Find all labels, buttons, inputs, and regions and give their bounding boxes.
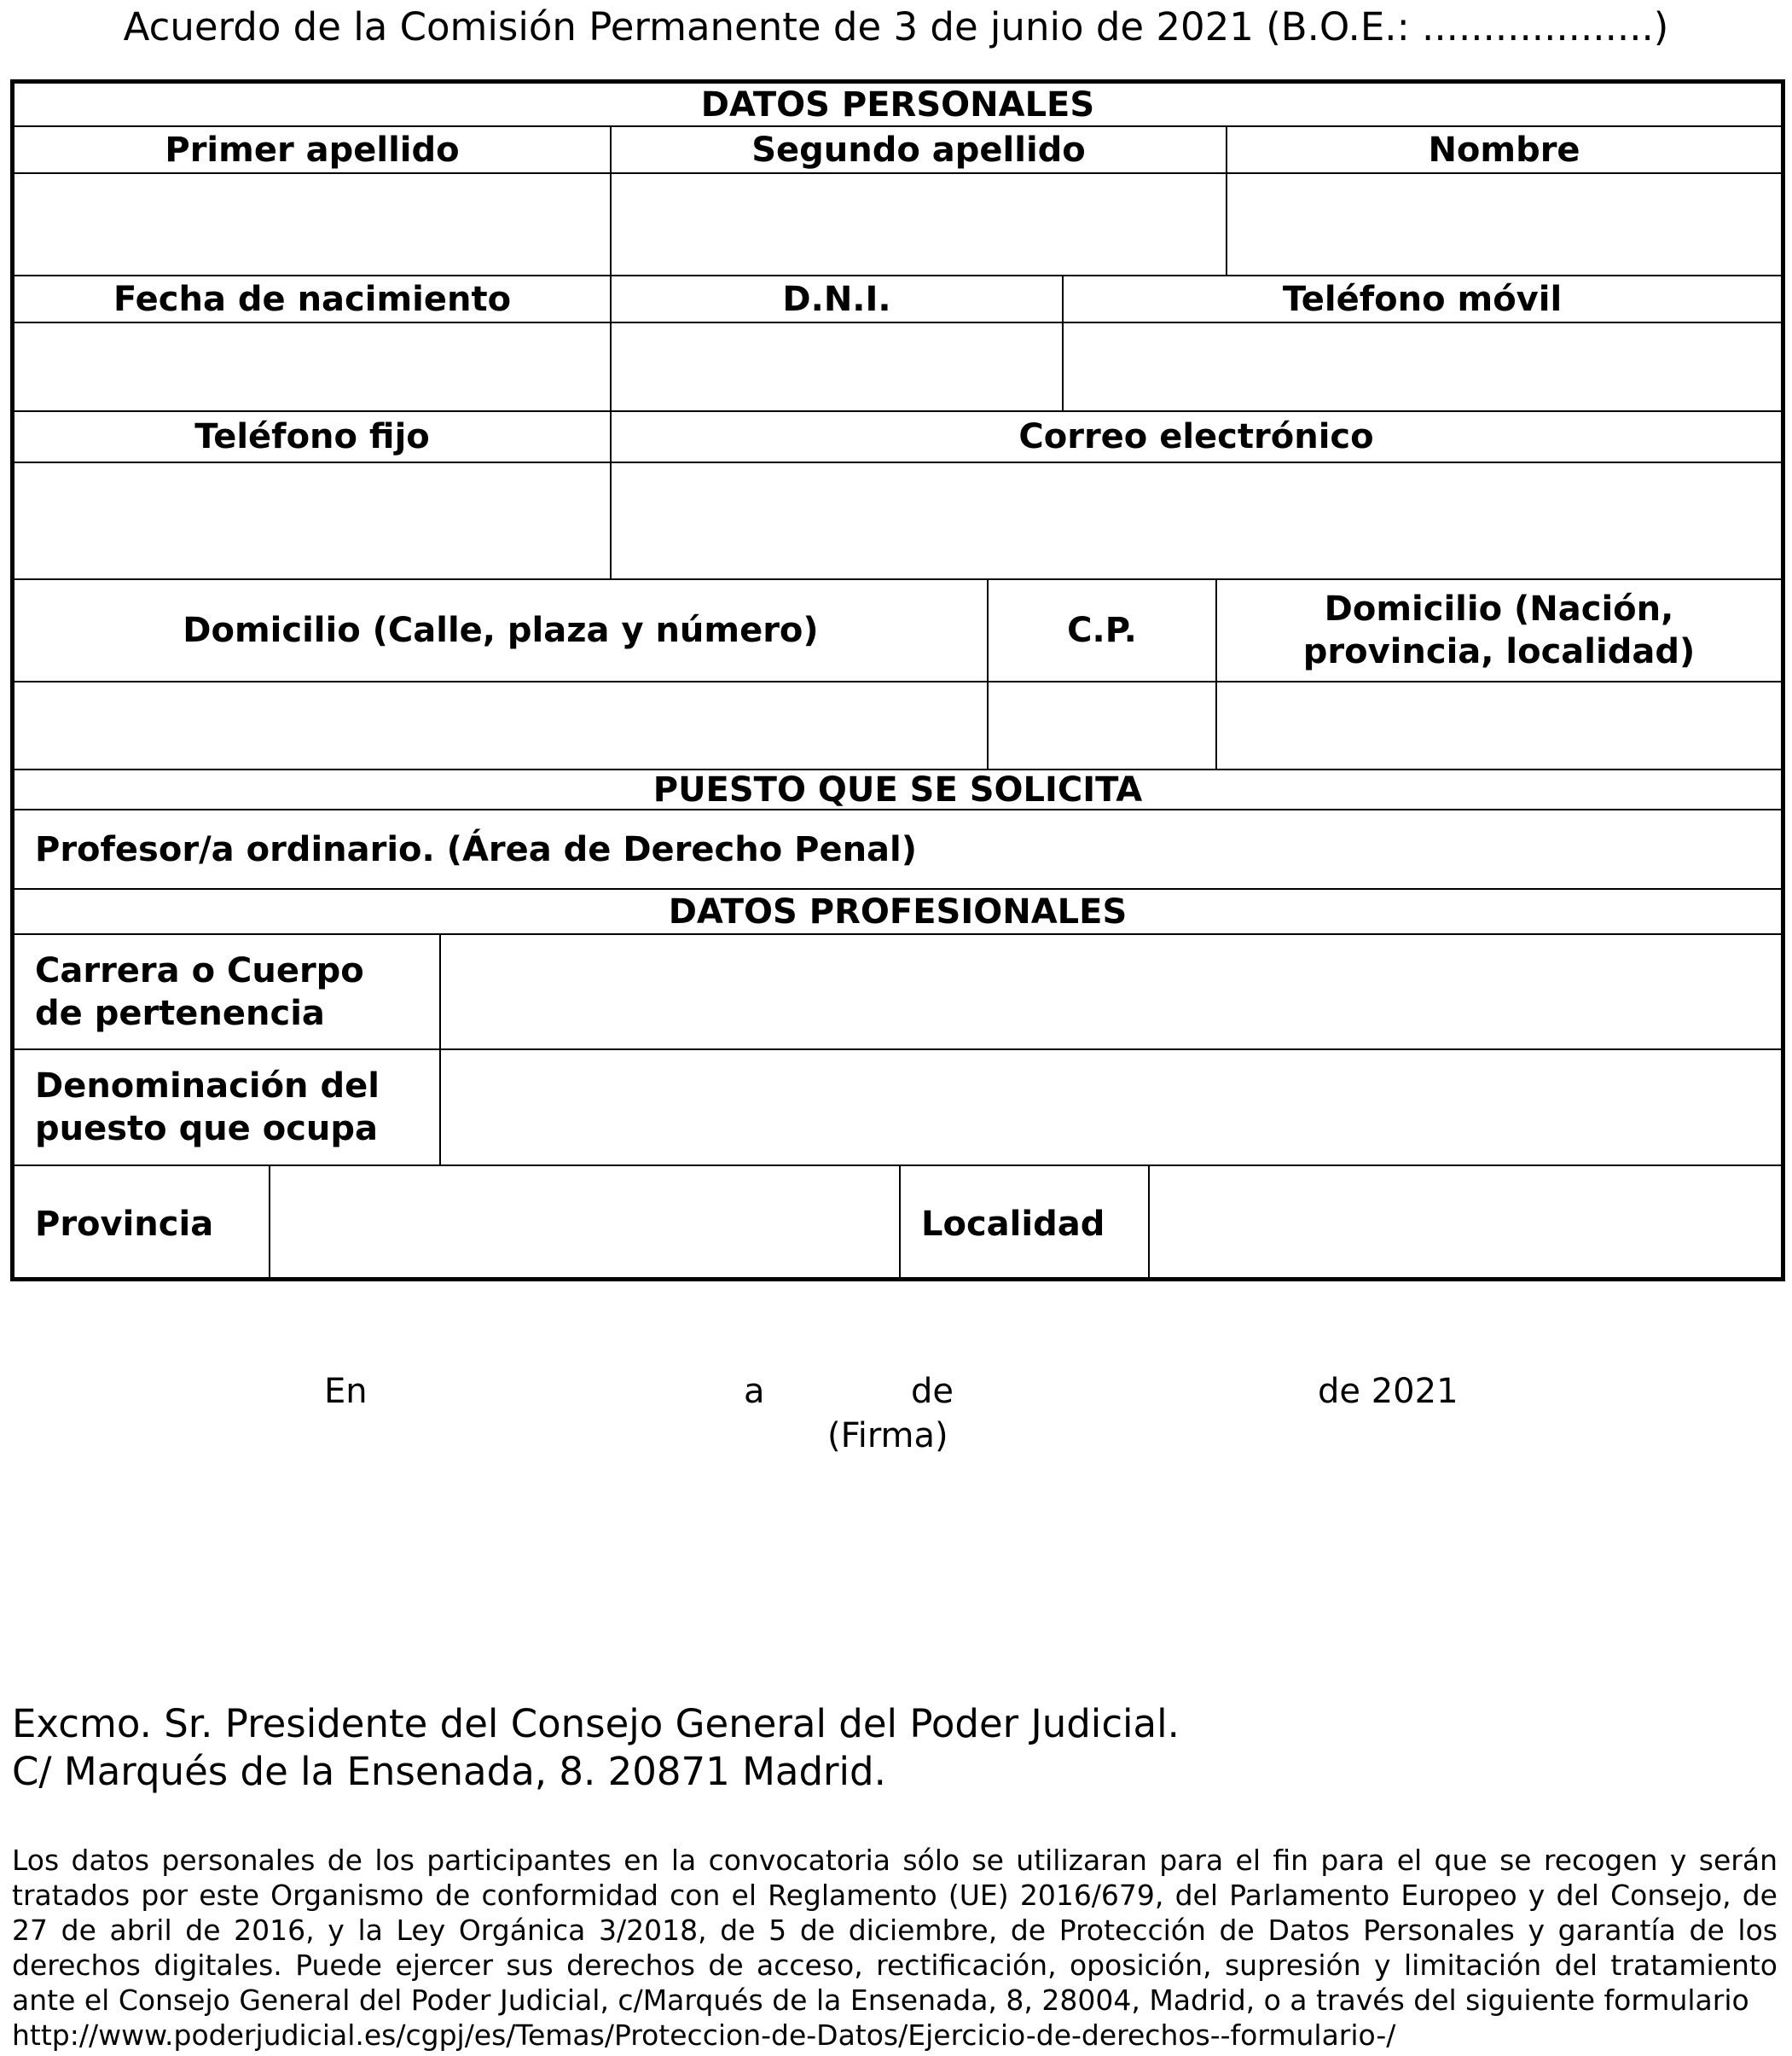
application-form [10, 79, 1785, 1281]
label-domicilio-calle: Domicilio (Calle, plaza y número) [183, 611, 819, 650]
privacy-notice: Los datos personales de los participantes en la convocatoria sólo se utilizaran para el fin para el que se recogen y serán tratados por este Organismo de conformidad con el Reglamento (UE) 2016/679, del Parlamento Europeo y del Consejo, de 27 de abril de 2016, y la Ley Orgánica 3/2018, de 5 de diciembre, de Protección de Datos Personales y garantía de los derechos digitales. Puede ejercer sus derechos de acceso, rectificación, oposición, supresión y limitación del tratamiento ante el Consejo General del Poder Judicial, c/Marqués de la Ensenada, 8, 28004, Madrid, o a través del siguiente formulario [12, 1844, 1778, 2017]
date-en: En [324, 1372, 368, 1411]
label-telefono-movil: Teléfono móvil [1282, 279, 1563, 319]
firma-label: (Firma) [827, 1416, 948, 1455]
label-domicilio-nacion [1217, 580, 1781, 681]
label-domicilio-nacion-line1: Domicilio (Nación, [1324, 590, 1674, 629]
label-cp: C.P. [1067, 611, 1137, 650]
label-carrera-line2: de pertenencia [35, 993, 325, 1033]
label-denominacion-puesto [14, 1050, 439, 1164]
label-localidad: Localidad [921, 1204, 1105, 1244]
telefono-movil-field[interactable] [1064, 323, 1781, 410]
addressee-line2: C/ Marqués de la Ensenada, 8. 20871 Madrid. [12, 1749, 886, 1794]
date-a: a [744, 1372, 765, 1411]
puesto-value: Profesor/a ordinario. (Área de Derecho Penal) [35, 829, 918, 869]
label-provincia: Provincia [35, 1204, 214, 1244]
nombre-field[interactable] [1227, 174, 1781, 275]
section-puesto-solicita: PUESTO QUE SE SOLICITA [652, 770, 1143, 810]
carrera-cuerpo-field[interactable] [441, 935, 1781, 1048]
domicilio-calle-field[interactable] [14, 682, 987, 769]
label-dni: D.N.I. [782, 279, 891, 319]
denominacion-puesto-field[interactable] [441, 1050, 1781, 1164]
localidad-field[interactable] [1150, 1166, 1781, 1281]
date-year: de 2021 [1318, 1372, 1459, 1411]
label-denominacion-line1: Denominación del [35, 1066, 380, 1106]
label-nombre: Nombre [1428, 130, 1580, 170]
date-de: de [911, 1372, 954, 1411]
label-carrera-cuerpo [14, 935, 439, 1048]
domicilio-nacion-field[interactable] [1217, 682, 1781, 769]
label-carrera-line1: Carrera o Cuerpo [35, 950, 364, 990]
telefono-fijo-field[interactable] [14, 463, 610, 578]
label-telefono-fijo: Teléfono fijo [194, 417, 430, 456]
cp-field[interactable] [989, 682, 1215, 769]
label-primer-apellido: Primer apellido [165, 130, 460, 170]
fecha-nacimiento-field[interactable] [14, 323, 610, 410]
dni-field[interactable] [612, 323, 1062, 410]
label-segundo-apellido: Segundo apellido [751, 130, 1086, 170]
correo-electronico-field[interactable] [612, 463, 1781, 578]
primer-apellido-field[interactable] [14, 174, 610, 275]
label-correo-electronico: Correo electrónico [1018, 417, 1374, 456]
segundo-apellido-field[interactable] [612, 174, 1226, 275]
label-fecha-nacimiento: Fecha de nacimiento [113, 279, 512, 319]
section-datos-personales: DATOS PERSONALES [700, 84, 1095, 125]
document-header: Acuerdo de la Comisión Permanente de 3 de junio de 2021 (B.O.E.: ...................) [123, 4, 1669, 49]
section-datos-profesionales: DATOS PROFESIONALES [668, 892, 1128, 932]
privacy-form-link[interactable]: http://www.poderjudicial.es/cgpj/es/Temas/Proteccion-de-Datos/Ejercicio-de-derechos--formulario-/ [12, 2018, 1396, 2052]
label-domicilio-nacion-line2: provincia, localidad) [1302, 632, 1696, 671]
provincia-field[interactable] [270, 1166, 899, 1281]
label-denominacion-line2: puesto que ocupa [35, 1109, 379, 1148]
addressee-line1: Excmo. Sr. Presidente del Consejo General del Poder Judicial. [12, 1701, 1180, 1746]
